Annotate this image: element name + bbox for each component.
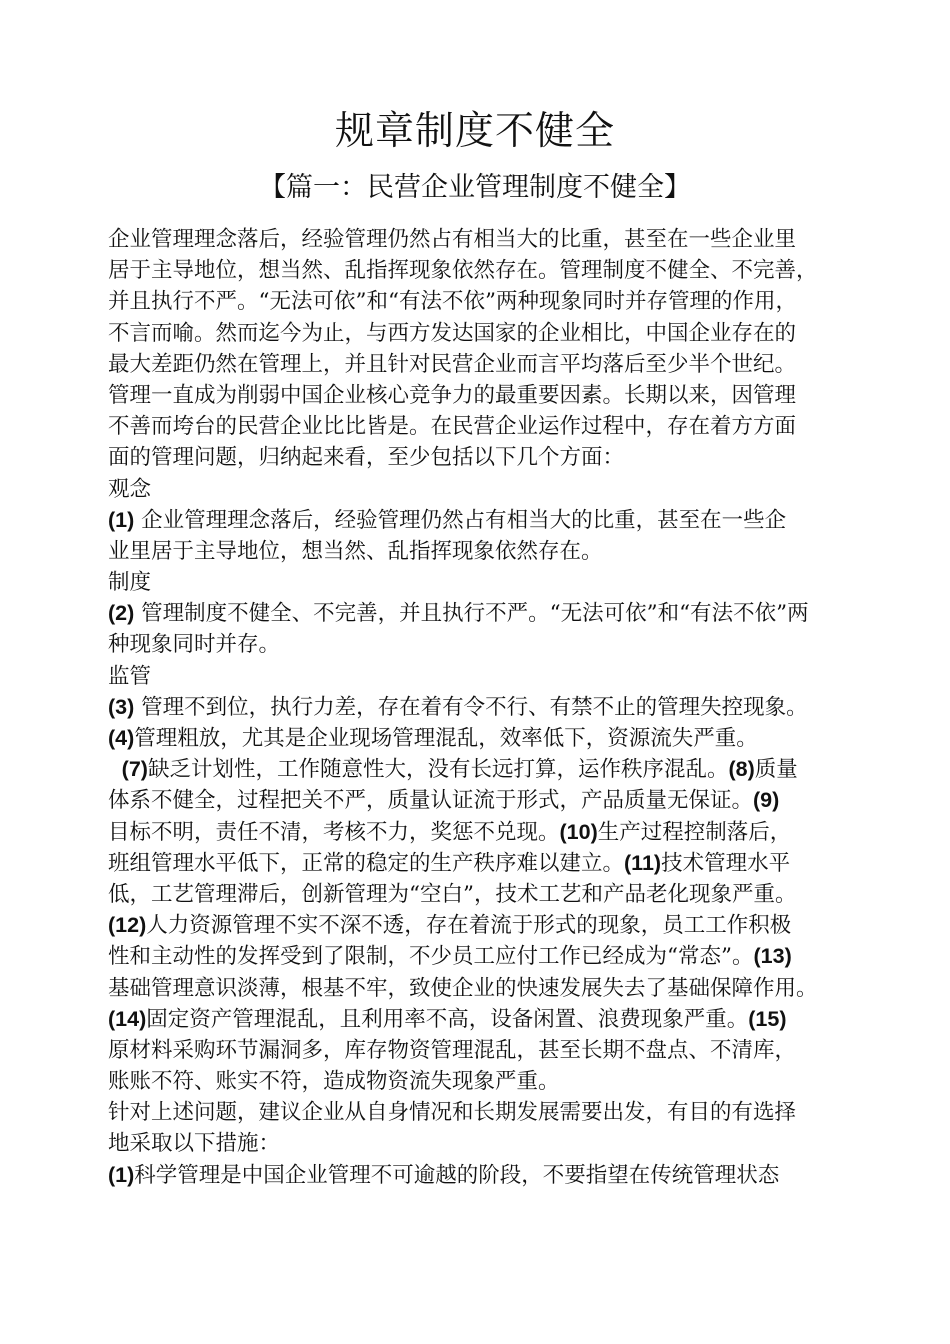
body-line: (3) 管理不到位，执行力差，存在着有令不行、有禁不止的管理失控现象。 bbox=[108, 694, 808, 720]
body-line: 居于主导地位，想当然、乱指挥现象依然存在。管理制度不健全、不完善， bbox=[108, 258, 818, 284]
body-line: 企业管理理念落后，经验管理仍然占有相当大的比重，甚至在一些企业里 bbox=[108, 227, 797, 252]
body-line: 管理一直成为削弱中国企业核心竞争力的最重要因素。长期以来，因管理 bbox=[108, 382, 797, 408]
body-line: 针对上述问题，建议企业从自身情况和长期发展需要出发，有目的有选择 bbox=[108, 1100, 797, 1126]
body-line: (12)人力资源管理不实不深不透，存在着流于形式的现象，员工工作积极 bbox=[108, 913, 792, 939]
document-title: 规章制度不健全 bbox=[334, 109, 615, 154]
body-line: (2) 管理制度不健全、不完善，并且执行不严。“无法可依”和“有法不依”两 bbox=[108, 601, 809, 627]
body-line: 目标不明，责任不清，考核不力，奖惩不兑现。(10)生产过程控制落后， bbox=[108, 819, 792, 845]
body-line: 面的管理问题，归纳起来看，至少包括以下几个方面： bbox=[108, 445, 625, 471]
body-line: 监管 bbox=[108, 663, 152, 689]
body-line: (4)管理粗放，尤其是企业现场管理混乱，效率低下，资源流失严重。 bbox=[108, 726, 758, 751]
body-line: 不善而垮台的民营企业比比皆是。在民营企业运作过程中，存在着方方面 bbox=[108, 414, 797, 440]
body-line: 账账不符、账实不符，造成物资流失现象严重。 bbox=[108, 1069, 560, 1095]
document-body bbox=[108, 224, 898, 1191]
body-line: (1) 企业管理理念落后，经验管理仍然占有相当大的比重，甚至在一些企 bbox=[108, 507, 787, 533]
body-line: 性和主动性的发挥受到了限制，不少员工应付工作已经成为“常态”。(13) bbox=[108, 944, 792, 970]
body-line: 观念 bbox=[108, 476, 152, 502]
body-line: 最大差距仍然在管理上，并且针对民营企业而言平均落后至少半个世纪。 bbox=[108, 351, 797, 377]
body-line: 低，工艺管理滞后，创新管理为“空白”，技术工艺和产品老化现象严重。 bbox=[108, 881, 797, 907]
body-line: (1)科学管理是中国企业管理不可逾越的阶段，不要指望在传统管理状态 bbox=[108, 1162, 780, 1188]
body-line: 业里居于主导地位，想当然、乱指挥现象依然存在。 bbox=[108, 538, 603, 564]
body-line: 原材料采购环节漏洞多，库存物资管理混乱，甚至长期不盘点、不清库， bbox=[108, 1037, 797, 1063]
body-line: 不言而喻。然而迄今为止，与西方发达国家的企业相比，中国企业存在的 bbox=[108, 320, 797, 346]
body-line: 种现象同时并存。 bbox=[108, 632, 281, 658]
body-line: 基础管理意识淡薄，根基不牢，致使企业的快速发展失去了基础保障作用。 bbox=[108, 975, 818, 1001]
body-line: 并且执行不严。“无法可依”和“有法不依”两种现象同时并存管理的作用， bbox=[108, 289, 797, 315]
body-line: (14)固定资产管理混乱，且利用率不高，设备闲置、浪费现象严重。(15) bbox=[108, 1006, 787, 1032]
document-subtitle: 【篇一：民营企业管理制度不健全】 bbox=[259, 172, 691, 203]
body-line: 班组管理水平低下，正常的稳定的生产秩序难以建立。(11)技术管理水平 bbox=[108, 850, 791, 876]
body-line: 制度 bbox=[108, 570, 152, 596]
body-line: (7)缺乏计划性，工作随意性大，没有长远打算，运作秩序混乱。(8)质量 bbox=[121, 757, 798, 783]
body-line: 体系不健全，过程把关不严，质量认证流于形式，产品质量无保证。(9) bbox=[108, 788, 780, 814]
body-line: 地采取以下措施： bbox=[108, 1131, 281, 1157]
